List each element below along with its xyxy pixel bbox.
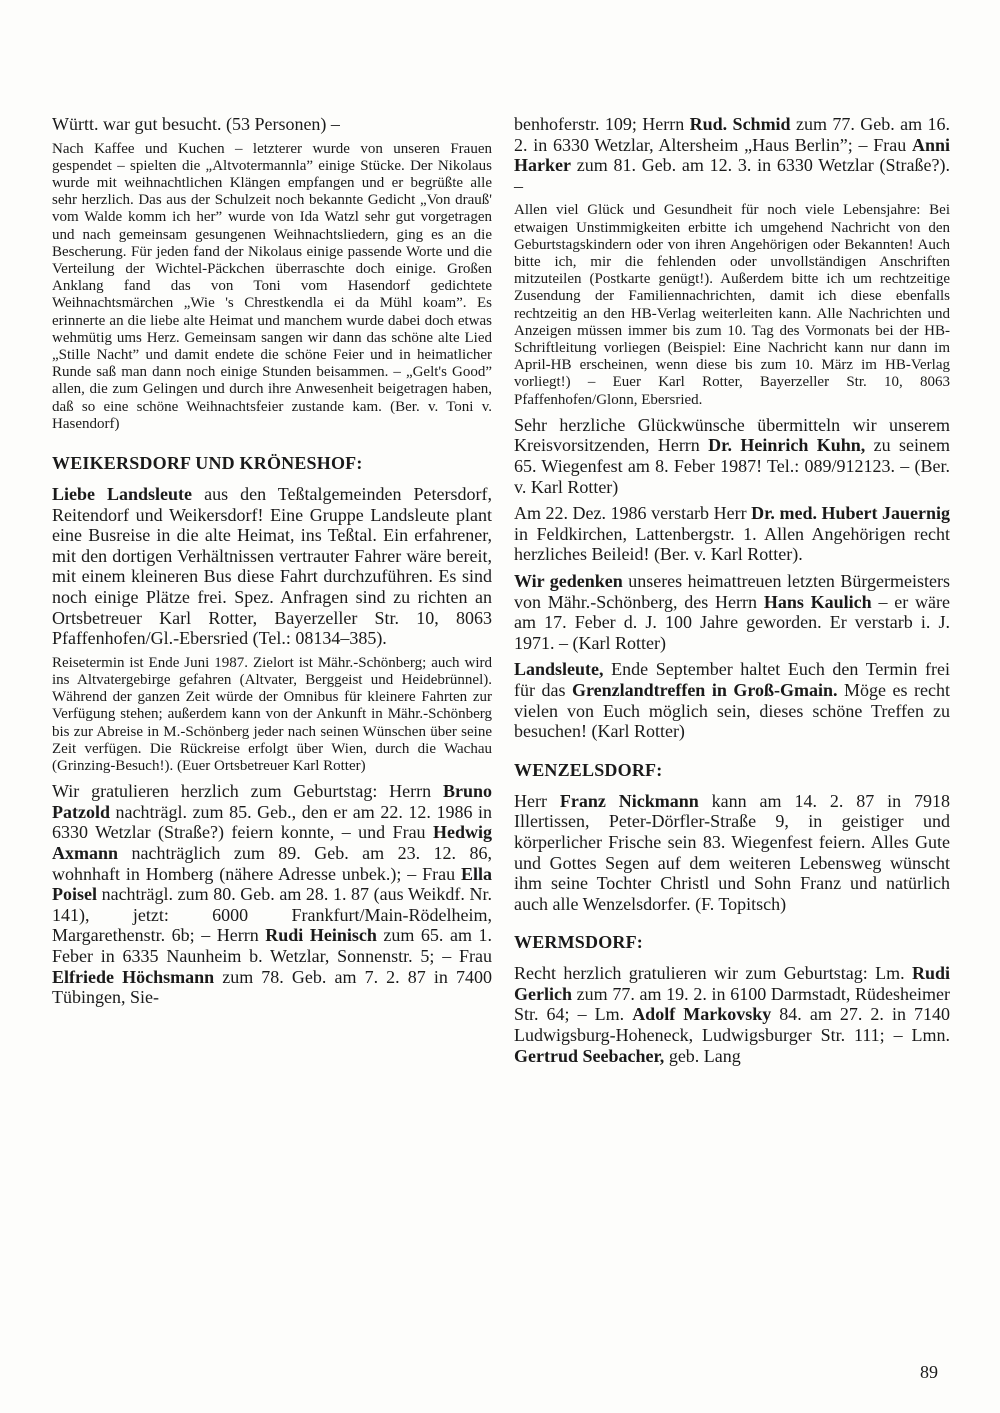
left-column <box>52 114 492 1014</box>
section-heading-wermsdorf: WERMSDORF: <box>514 932 643 953</box>
paragraph-obituary-jauernig: Am 22. Dez. 1986 verstarb Herr Dr. med. Hubert Jauernig in Feldkirchen, Lattenbergstr. 1. Allen Angehörigen recht herzliches Beileid! (Ber. v. Karl Rotter). <box>514 503 950 565</box>
paragraph-visit-count: Württ. war gut besucht. (53 Personen) – <box>52 114 340 134</box>
paragraph-grenzlandtreffen: Landsleute, Ende September haltet Euch den Termin frei für das Grenzlandtreffen in Groß-Gmain. Möge es recht vielen von Euch möglich sein, dieses schöne Treffen zu besuchen! (Karl Rotter) <box>514 659 950 742</box>
paragraph-birthday-continued: benhoferstr. 109; Herrn Rud. Schmid zum 77. Geb. am 16. 2. in 6330 Wetzlar, Altersheim „Haus Berlin”; – Frau Anni Harker zum 81. Geb. am 12. 3. in 6330 Wetzlar (Straße?). – <box>514 114 951 196</box>
paragraph-memorial-kaulich: Wir gedenken unseres heimattreuen letzten Bürgermeisters von Mähr.-Schönberg, des Herrn Hans Kaulich – er wäre am 17. Feber d. J. 100 Jahre geworden. Er verstarb i. J. 1971. – (Karl Rotter) <box>514 570 950 653</box>
right-column <box>514 114 950 1072</box>
section-heading-weikersdorf: WEIKERSDORF UND KRÖNESHOF: <box>52 453 363 474</box>
paragraph-nickmann-birthday: Herr Franz Nickmann kann am 14. 2. 87 in 7918 Illertissen, Peter-Dörfler-Straße 9, in geistiger und körperlicher Frische sein 83. Wiegenfest feiern. Alles Gute und Gottes Segen auf dem weiteren Lebensweg wünscht ihm seine Tochter Christl und Sohn Franz und natürlich auch alle Wenzelsdorfer. (F. Topitsch) <box>514 790 951 914</box>
paragraph-kuhn-congratulations: Sehr herzliche Glückwünsche übermitteln wir unserem Kreisvorsitzenden, Herrn Dr. Heinrich Kuhn, zu seinem 65. Wiegenfest am 8. Feber 1987! Tel.: 089/912123. – (Ber. v. Karl Rotter) <box>514 414 950 497</box>
paragraph-bus-trip: Liebe Landsleute aus den Teßtalgemeinden Petersdorf, Reitendorf und Weikersdorf! Eine Gruppe Landsleute plant eine Busreise in die alte Heimat, ins Teßtal. Ein erfahrener, mit den dortigen Verhältnissen vertrauter Fahrer wäre bereit, mit einem kleineren Bus diese Fahrt durchzuführen. Es sind noch einige Plätze frei. Spez. Anfragen sind zu richten an Ortsbetreuer Karl Rotter, Bayerzeller Str. 10, 8063 Pfaffenhofen/Gl.-Ebersried (Tel.: 08134–385). <box>52 484 492 649</box>
paragraph-travel-details: Reisetermin ist Ende Juni 1987. Zielort ist Mähr.-Schönberg; auch wird ins Altvatergebirge gefahren (Altvater, Berggeist und Heidebrünnel). Während der ganzen Zeit würde der Omnibus für kleinere Fahrten zur Verfügung stehen; außerdem kann von der Ankunft in Mähr.-Schönberg bis zur Abreise in M.-Schönberg jeder nach seinen Wünschen über seine Zeit verfügen. Die Rückreise erfolgt über Wien, durch die Wachau (Grinzing-Besuch!). (Euer Ortsbetreuer Karl Rotter) <box>52 654 492 775</box>
section-heading-wenzelsdorf: WENZELSDORF: <box>514 759 663 780</box>
paragraph-birthday-greetings: Wir gratulieren herzlich zum Geburtstag: Herrn Bruno Patzold nachträgl. zum 85. Geb., den er am 22. 12. 1986 in 6330 Wetzlar (Straße?) feiern konnte, – und Frau Hedwig Axmann nachträglich zum 89. Geb. am 23. 12. 86, wohnhaft in Homberg (nähere Adresse unbek.); – Frau Ella Poisel nachträgl. zum 80. Geb. am 28. 1. 87 (aus Weikdf. Nr. 141), jetzt: 6000 Frankfurt/Main-Rödelheim, Margarethenstr. 6b; – Herrn Rudi Heinisch zum 65. am 1. Feber in 6335 Naunheim b. Wetzlar, Sonnenstr. 5; – Frau Elfriede Höchsmann zum 78. Geb. am 7. 2. 87 in 7400 Tübingen, Sie- <box>52 781 492 1008</box>
page-number: 89 <box>920 1362 938 1382</box>
paragraph-wermsdorf-birthdays: Recht herzlich gratulieren wir zum Geburtstag: Lm. Rudi Gerlich zum 77. am 19. 2. in 6100 Darmstadt, Rüdesheimer Str. 64; – Lm. Adolf Markovsky 84. am 27. 2. in 7140 Ludwigsburg-Hoheneck, Ludwigsburger Str. 111; – Lmn. Gertrud Seebacher, geb. Lang <box>514 963 950 1066</box>
paragraph-christmas-party: Nach Kaffee und Kuchen – letzterer wurde von unseren Frauen gespendet – spielten die „Altvotermannla” einige Stücke. Der Nikolaus wurde mit weihnachtlichen Klängen empfangen und er begrüßte alle sehr herzlich. Das aus der Schulzeit noch bekannte Gedicht „Von drauß' vom Walde komm ich her” wurde von Ida Watzl sehr gut vorgetragen und nach gemeinsam gesungenen Weihnachtsliedern, ging es an die Bescherung. Für jeden fand der Nikolaus einige passende Worte und die Verteilung der Wichtel-Päckchen überraschte doch einige. Großen Anklang fand das von Toni vom Hasendorf gedichtete Weihnachtsmärchen „Wie 's Chrestkendla ei da Mühl koam”. Es erinnerte an die liebe alte Heimat und manchem wurde dabei doch etwas wehmütig ums Herz. Gemeinsam sangen wir dann das schöne alte Lied „Stille Nacht” und damit endete die schöne Feier und in heimatlicher Runde saß man dann noch einige Stunden beisammen. – „Gelt's Good” allen, die zum Gelingen und durch ihre Anwesenheit beigetragen haben, daß so eine schöne Weihnachtsfeier zustande kam. (Ber. v. Toni v. Hasendorf) <box>52 140 492 432</box>
paragraph-editorial-notice: Allen viel Glück und Gesundheit für noch viele Lebensjahre: Bei etwaigen Unstimmigkeiten erbitte ich umgehend Nachricht von den Geburtstagskindern oder von ihren Angehörigen oder Bekannten! Auch bitte ich, mir die fehlenden oder unvollständigen Anschriften mitzuteilen (Postkarte genügt!). Außerdem bitte ich um rechtzeitige Zusendung der Familiennachrichten, damit ich diese ebenfalls rechtzeitig an den HB-Verlag weiterleiten kann. Alle Nachrichten und Anzeigen müssen immer bis zum 10. Tag des Vormonats bei der HB-Schriftleitung vorliegen (Beispiel: Eine Nachricht kann nur dann im April-HB erscheinen, wenn diese bis zum 10. März im HB-Verlag vorliegt!) – Euer Karl Rotter, Bayerzeller Str. 10, 8063 Pfaffenhofen/Glonn, Ebersried. <box>514 202 950 408</box>
